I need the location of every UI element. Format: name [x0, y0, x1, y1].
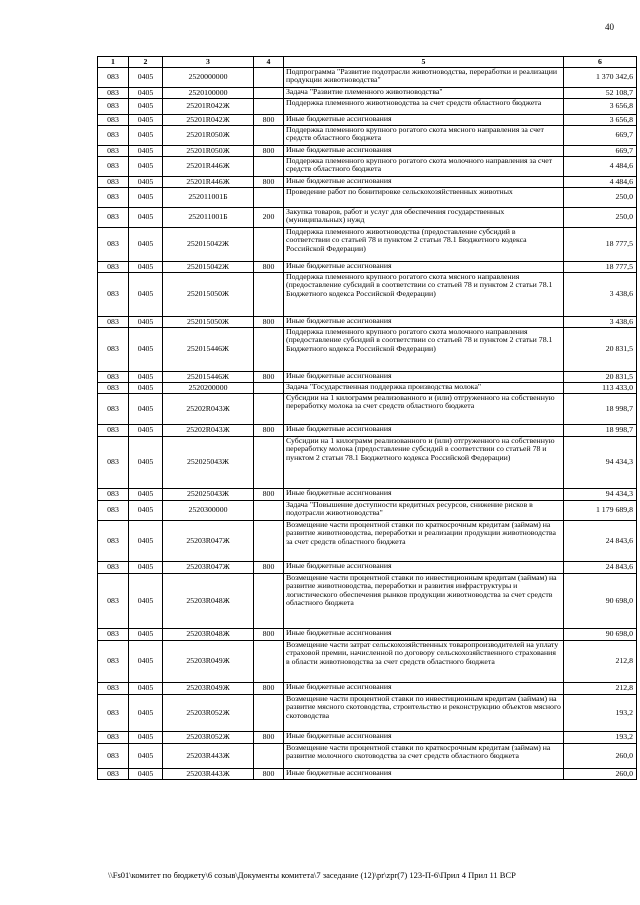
cell-admin-code: 083 [98, 88, 129, 99]
cell-expense-type [254, 328, 284, 372]
table-row [98, 188, 637, 208]
cell-section-code: 0405 [129, 262, 163, 273]
cell-admin-code: 083 [98, 126, 129, 146]
column-header: 2 [129, 57, 163, 68]
cell-admin-code: 083 [98, 68, 129, 88]
cell-name: Задача "Повышение доступности кредитных ресурсов, снижение рисков в подотрасли животноводства" [284, 501, 564, 521]
cell-target-article: 2520000000 [163, 68, 254, 88]
cell-expense-type [254, 126, 284, 146]
cell-amount: 52 108,7 [564, 88, 637, 99]
cell-amount: 1 179 689,8 [564, 501, 637, 521]
cell-name: Иные бюджетные ассигнования [284, 562, 564, 574]
cell-section-code: 0405 [129, 188, 163, 208]
cell-target-article: 2520200000 [163, 383, 254, 394]
table-row [98, 126, 637, 146]
table-row [98, 273, 637, 317]
cell-section-code: 0405 [129, 574, 163, 629]
cell-expense-type: 800 [254, 769, 284, 780]
cell-target-article: 25203R048Ж [163, 629, 254, 641]
cell-admin-code: 083 [98, 383, 129, 394]
cell-expense-type [254, 641, 284, 683]
cell-expense-type [254, 88, 284, 99]
cell-admin-code: 083 [98, 228, 129, 262]
cell-admin-code: 083 [98, 188, 129, 208]
file-path: \\Fs01\комитет по бюджету\6 созыв\Документы комитета\7 заседание (12)\pr\zpr(7) 123-П-6\Прил 4 Прил 11 ВСР [108, 870, 516, 880]
cell-amount: 260,0 [564, 744, 637, 769]
table-row [98, 744, 637, 769]
cell-amount: 250,0 [564, 208, 637, 228]
cell-target-article: 25203R052Ж [163, 695, 254, 732]
cell-target-article: 25201R446Ж [163, 157, 254, 177]
cell-amount: 20 831,5 [564, 372, 637, 383]
cell-amount: 24 843,6 [564, 562, 637, 574]
table-row [98, 328, 637, 372]
cell-target-article: 25203R443Ж [163, 769, 254, 780]
table-row [98, 437, 637, 489]
cell-amount: 24 843,6 [564, 521, 637, 562]
cell-target-article: 252011001Б [163, 188, 254, 208]
cell-section-code: 0405 [129, 769, 163, 780]
cell-expense-type [254, 99, 284, 115]
table-row [98, 262, 637, 273]
cell-admin-code: 083 [98, 99, 129, 115]
cell-target-article: 252025043Ж [163, 437, 254, 489]
cell-target-article: 25202R043Ж [163, 394, 254, 425]
cell-admin-code: 083 [98, 562, 129, 574]
cell-name: Поддержка племенного крупного рогатого скота мясного направления (предоставление субсидий в соответствии со статьей 78 и пунктом 2 статьи 78.1 Бюджетного кодекса Российской Федерации) [284, 273, 564, 317]
cell-admin-code: 083 [98, 683, 129, 695]
cell-admin-code: 083 [98, 115, 129, 126]
cell-name: Иные бюджетные ассигнования [284, 262, 564, 273]
header-row [98, 57, 637, 68]
cell-section-code: 0405 [129, 177, 163, 188]
cell-expense-type [254, 188, 284, 208]
cell-name: Иные бюджетные ассигнования [284, 683, 564, 695]
page-number: 40 [605, 22, 614, 32]
cell-section-code: 0405 [129, 683, 163, 695]
cell-expense-type: 800 [254, 177, 284, 188]
cell-section-code: 0405 [129, 317, 163, 328]
cell-target-article: 25203R049Ж [163, 641, 254, 683]
cell-amount: 212,8 [564, 641, 637, 683]
cell-expense-type: 800 [254, 683, 284, 695]
cell-expense-type: 800 [254, 317, 284, 328]
cell-admin-code: 083 [98, 273, 129, 317]
cell-name: Закупка товаров, работ и услуг для обеспечения государственных (муниципальных) нужд [284, 208, 564, 228]
cell-section-code: 0405 [129, 695, 163, 732]
cell-section-code: 0405 [129, 394, 163, 425]
cell-section-code: 0405 [129, 501, 163, 521]
cell-amount: 4 484,6 [564, 157, 637, 177]
cell-admin-code: 083 [98, 328, 129, 372]
table-row [98, 683, 637, 695]
cell-amount: 212,8 [564, 683, 637, 695]
cell-target-article: 25201R042Ж [163, 115, 254, 126]
cell-expense-type: 800 [254, 425, 284, 437]
cell-name: Задача "Развитие племенного животноводства" [284, 88, 564, 99]
cell-name: Иные бюджетные ассигнования [284, 629, 564, 641]
table-row [98, 146, 637, 157]
column-header: 4 [254, 57, 284, 68]
cell-amount: 1 370 342,6 [564, 68, 637, 88]
cell-section-code: 0405 [129, 68, 163, 88]
cell-expense-type: 800 [254, 262, 284, 273]
cell-target-article: 252015050Ж [163, 273, 254, 317]
cell-amount: 260,0 [564, 769, 637, 780]
column-header: 6 [564, 57, 637, 68]
cell-section-code: 0405 [129, 437, 163, 489]
table-row [98, 157, 637, 177]
cell-target-article: 252011001Б [163, 208, 254, 228]
table-row [98, 695, 637, 732]
cell-amount: 20 831,5 [564, 328, 637, 372]
column-header: 3 [163, 57, 254, 68]
table-row [98, 228, 637, 262]
cell-name: Иные бюджетные ассигнования [284, 732, 564, 744]
cell-admin-code: 083 [98, 177, 129, 188]
cell-admin-code: 083 [98, 732, 129, 744]
cell-target-article: 25201R042Ж [163, 99, 254, 115]
cell-section-code: 0405 [129, 126, 163, 146]
table-row [98, 562, 637, 574]
table-row [98, 208, 637, 228]
cell-section-code: 0405 [129, 328, 163, 372]
cell-name: Поддержка племенного крупного рогатого скота молочного направления (предоставление субсидий в соответствии со статьей 78 и пунктом 2 статьи 78.1 Бюджетного кодекса Российской Федерации) [284, 328, 564, 372]
cell-expense-type: 800 [254, 146, 284, 157]
table-row [98, 88, 637, 99]
cell-name: Возмещение части процентной ставки по краткосрочным кредитам (займам) на развитие молочного скотоводства за счет средств областного бюджета [284, 744, 564, 769]
cell-amount: 4 484,6 [564, 177, 637, 188]
cell-name: Иные бюджетные ассигнования [284, 177, 564, 188]
cell-section-code: 0405 [129, 629, 163, 641]
cell-expense-type: 800 [254, 629, 284, 641]
cell-target-article: 2520300000 [163, 501, 254, 521]
cell-name: Иные бюджетные ассигнования [284, 115, 564, 126]
cell-name: Возмещение части затрат сельскохозяйственных товаропроизводителей на уплату страховой премии, начисленной по договору сельскохозяйственного страхования в области животноводства за счет средств областного бюджета [284, 641, 564, 683]
table-row [98, 521, 637, 562]
cell-expense-type [254, 501, 284, 521]
cell-target-article: 252015446Ж [163, 328, 254, 372]
cell-amount: 193,2 [564, 732, 637, 744]
table-row [98, 177, 637, 188]
cell-admin-code: 083 [98, 744, 129, 769]
cell-name: Поддержка племенного крупного рогатого скота мясного направления за счет средств областного бюджета [284, 126, 564, 146]
cell-amount: 90 698,0 [564, 574, 637, 629]
cell-name: Поддержка племенного крупного рогатого скота молочного направления за счет средств областного бюджета [284, 157, 564, 177]
cell-amount: 94 434,3 [564, 489, 637, 501]
table-row [98, 425, 637, 437]
cell-admin-code: 083 [98, 501, 129, 521]
cell-expense-type: 800 [254, 372, 284, 383]
cell-amount: 669,7 [564, 126, 637, 146]
cell-admin-code: 083 [98, 372, 129, 383]
cell-section-code: 0405 [129, 208, 163, 228]
cell-section-code: 0405 [129, 115, 163, 126]
cell-amount: 113 433,0 [564, 383, 637, 394]
cell-name: Возмещение части процентной ставки по инвестиционным кредитам (займам) на развитие животноводства, переработки и развития инфраструктуры и логистического обеспечения рынков продукции животноводства за счет средств областного бюджета [284, 574, 564, 629]
cell-admin-code: 083 [98, 146, 129, 157]
cell-target-article: 25202R043Ж [163, 425, 254, 437]
cell-amount: 3 656,8 [564, 115, 637, 126]
cell-section-code: 0405 [129, 228, 163, 262]
cell-section-code: 0405 [129, 489, 163, 501]
cell-amount: 3 438,6 [564, 317, 637, 328]
cell-name: Поддержка племенного животноводства за счет средств областного бюджета [284, 99, 564, 115]
column-header: 1 [98, 57, 129, 68]
cell-admin-code: 083 [98, 489, 129, 501]
cell-expense-type [254, 157, 284, 177]
cell-expense-type: 800 [254, 732, 284, 744]
cell-target-article: 25203R049Ж [163, 683, 254, 695]
table-row [98, 489, 637, 501]
cell-section-code: 0405 [129, 641, 163, 683]
cell-amount: 3 656,8 [564, 99, 637, 115]
cell-target-article: 25203R047Ж [163, 521, 254, 562]
cell-amount: 18 998,7 [564, 394, 637, 425]
cell-admin-code: 083 [98, 262, 129, 273]
cell-name: Задача "Государственная поддержка производства молока" [284, 383, 564, 394]
cell-section-code: 0405 [129, 744, 163, 769]
cell-target-article: 25203R047Ж [163, 562, 254, 574]
cell-expense-type [254, 521, 284, 562]
cell-admin-code: 083 [98, 317, 129, 328]
cell-target-article: 252015050Ж [163, 317, 254, 328]
cell-name: Иные бюджетные ассигнования [284, 372, 564, 383]
cell-expense-type [254, 383, 284, 394]
cell-admin-code: 083 [98, 425, 129, 437]
cell-expense-type [254, 228, 284, 262]
cell-amount: 250,0 [564, 188, 637, 208]
cell-section-code: 0405 [129, 372, 163, 383]
cell-name: Иные бюджетные ассигнования [284, 425, 564, 437]
cell-expense-type: 800 [254, 562, 284, 574]
cell-name: Субсидии на 1 килограмм реализованного и (или) отгруженного на собственную переработку молока за счет средств областного бюджета [284, 394, 564, 425]
cell-name: Иные бюджетные ассигнования [284, 489, 564, 501]
cell-name: Иные бюджетные ассигнования [284, 317, 564, 328]
cell-target-article: 25203R443Ж [163, 744, 254, 769]
cell-amount: 18 777,5 [564, 262, 637, 273]
table-row [98, 732, 637, 744]
cell-admin-code: 083 [98, 574, 129, 629]
cell-admin-code: 083 [98, 437, 129, 489]
table-row [98, 372, 637, 383]
cell-section-code: 0405 [129, 157, 163, 177]
table-row [98, 574, 637, 629]
cell-expense-type [254, 695, 284, 732]
cell-section-code: 0405 [129, 146, 163, 157]
cell-name: Поддержка племенного животноводства (предоставление субсидий в соответствии со статьей 78 и пунктом 2 статьи 78.1 Бюджетного кодекса Российской Федерации) [284, 228, 564, 262]
cell-target-article: 25201R050Ж [163, 126, 254, 146]
cell-amount: 18 777,5 [564, 228, 637, 262]
cell-section-code: 0405 [129, 88, 163, 99]
cell-target-article: 252015042Ж [163, 262, 254, 273]
cell-expense-type [254, 394, 284, 425]
table-row [98, 769, 637, 780]
cell-admin-code: 083 [98, 769, 129, 780]
cell-admin-code: 083 [98, 695, 129, 732]
cell-expense-type [254, 437, 284, 489]
cell-target-article: 25201R050Ж [163, 146, 254, 157]
cell-name: Субсидии на 1 килограмм реализованного и (или) отгруженного на собственную переработку молока (предоставление субсидий в соответствии со статьей 78 и пунктом 2 статьи 78.1 Бюджетного кодекса Российской Федерации) [284, 437, 564, 489]
cell-expense-type: 800 [254, 489, 284, 501]
cell-section-code: 0405 [129, 425, 163, 437]
cell-target-article: 25203R052Ж [163, 732, 254, 744]
cell-name: Иные бюджетные ассигнования [284, 146, 564, 157]
table-row [98, 317, 637, 328]
cell-section-code: 0405 [129, 99, 163, 115]
column-header: 5 [284, 57, 564, 68]
cell-admin-code: 083 [98, 157, 129, 177]
cell-section-code: 0405 [129, 521, 163, 562]
table-row [98, 629, 637, 641]
cell-amount: 94 434,3 [564, 437, 637, 489]
cell-section-code: 0405 [129, 732, 163, 744]
table-row [98, 115, 637, 126]
cell-amount: 669,7 [564, 146, 637, 157]
cell-target-article: 252025043Ж [163, 489, 254, 501]
cell-target-article: 252015042Ж [163, 228, 254, 262]
cell-name: Иные бюджетные ассигнования [284, 769, 564, 780]
cell-admin-code: 083 [98, 394, 129, 425]
cell-section-code: 0405 [129, 383, 163, 394]
cell-name: Возмещение части процентной ставки по краткосрочным кредитам (займам) на развитие животноводства, переработки и реализации продукции животноводства за счет средств областного бюджета [284, 521, 564, 562]
table-row [98, 68, 637, 88]
cell-expense-type [254, 744, 284, 769]
cell-amount: 18 998,7 [564, 425, 637, 437]
cell-admin-code: 083 [98, 629, 129, 641]
table-row [98, 501, 637, 521]
cell-target-article: 25203R048Ж [163, 574, 254, 629]
cell-name: Возмещение части процентной ставки по инвестиционным кредитам (займам) на развитие мясного скотоводства, строительство и реконструкцию объектов мясного скотоводства [284, 695, 564, 732]
cell-expense-type [254, 273, 284, 317]
cell-expense-type [254, 68, 284, 88]
cell-amount: 193,2 [564, 695, 637, 732]
cell-section-code: 0405 [129, 273, 163, 317]
cell-target-article: 252015446Ж [163, 372, 254, 383]
cell-target-article: 2520100000 [163, 88, 254, 99]
cell-amount: 3 438,6 [564, 273, 637, 317]
budget-table [97, 56, 637, 780]
cell-amount: 90 698,0 [564, 629, 637, 641]
cell-name: Проведение работ по бонитировке сельскохозяйственных животных [284, 188, 564, 208]
cell-expense-type [254, 574, 284, 629]
cell-target-article: 25201R446Ж [163, 177, 254, 188]
cell-admin-code: 083 [98, 208, 129, 228]
cell-expense-type: 800 [254, 115, 284, 126]
table-row [98, 99, 637, 115]
cell-name: Подпрограмма "Развитие подотрасли животноводства, переработки и реализации продукции животноводства" [284, 68, 564, 88]
table-row [98, 394, 637, 425]
cell-expense-type: 200 [254, 208, 284, 228]
table-row [98, 641, 637, 683]
cell-section-code: 0405 [129, 562, 163, 574]
table-row [98, 383, 637, 394]
cell-admin-code: 083 [98, 521, 129, 562]
cell-admin-code: 083 [98, 641, 129, 683]
